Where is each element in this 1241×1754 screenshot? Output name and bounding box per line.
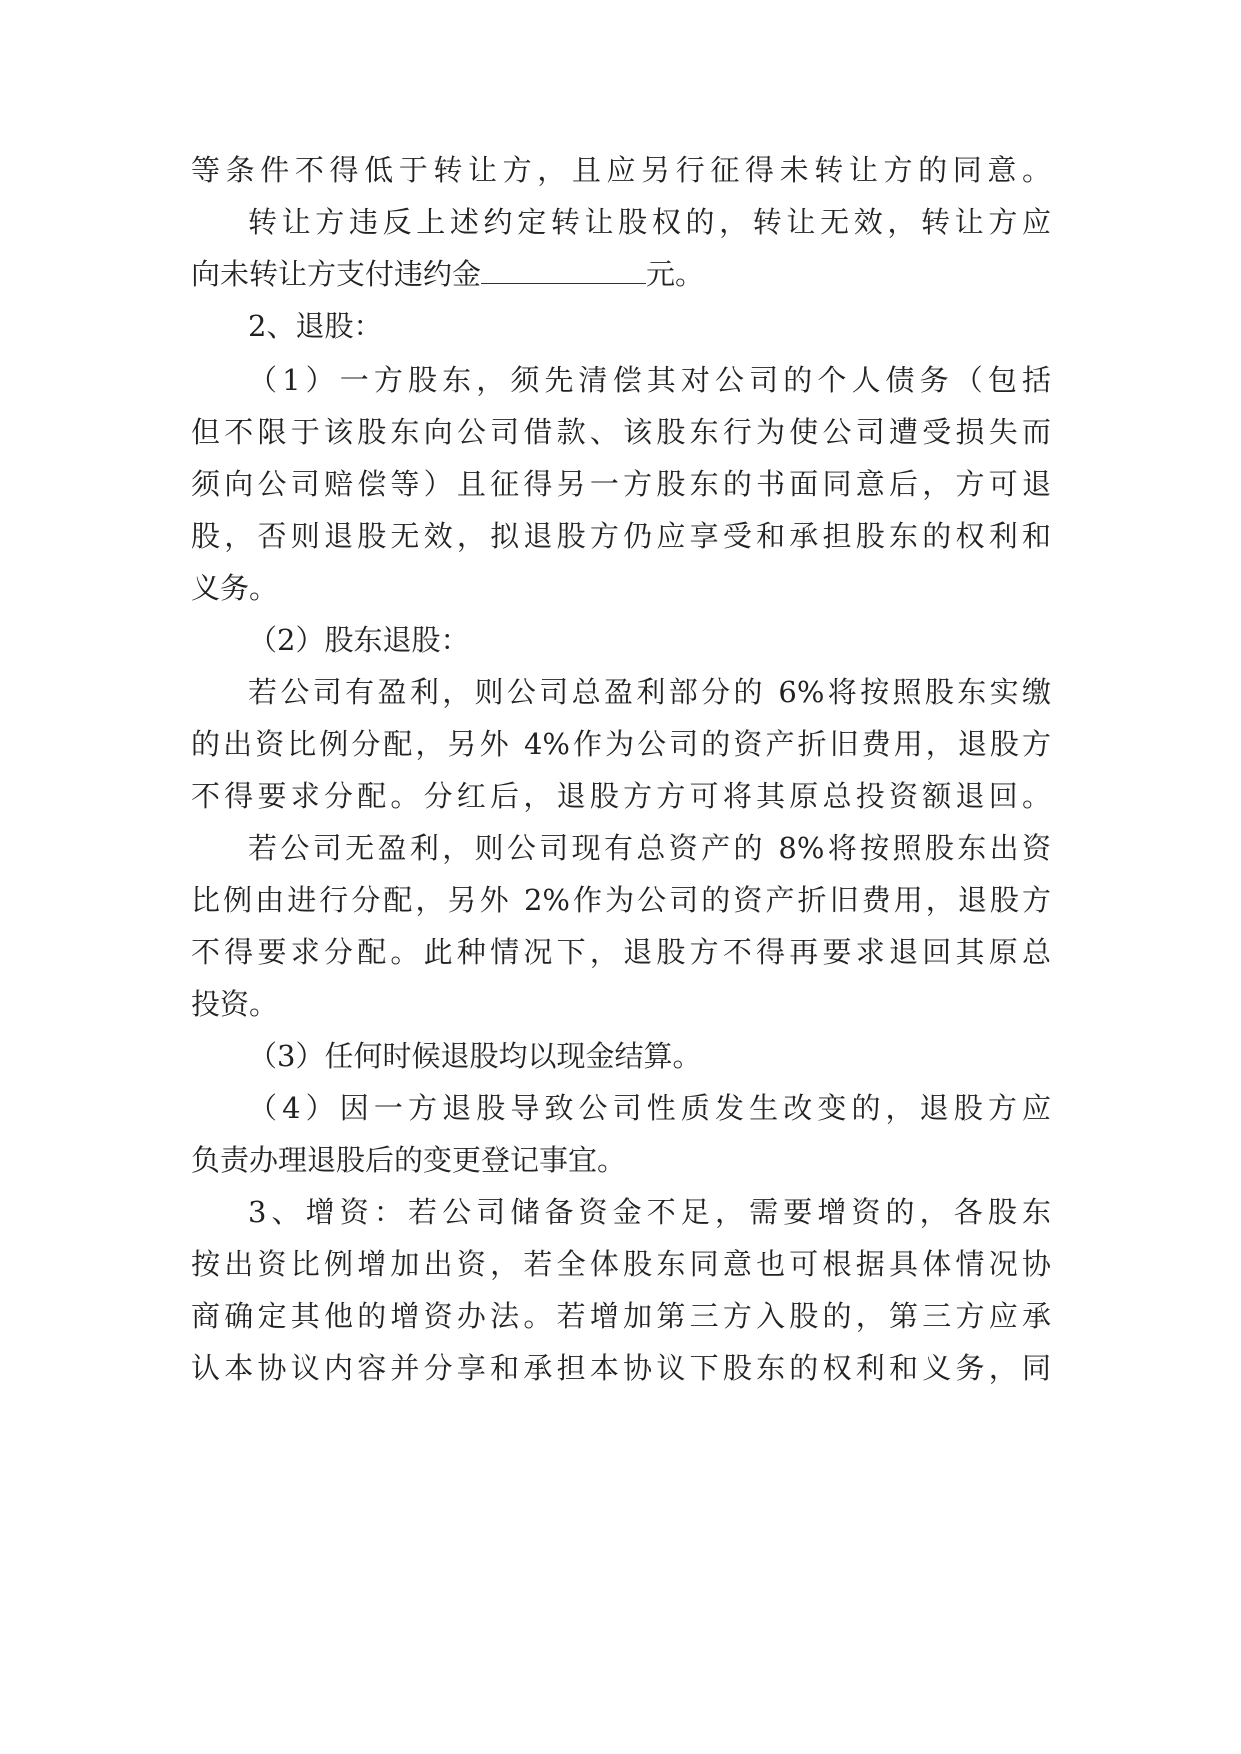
paragraph-line: （4）因一方退股导致公司性质发生改变的，退股方应	[248, 1091, 1051, 1125]
paragraph-line: 比例由进行分配，另外 2%作为公司的资产折旧费用，退股方	[191, 883, 1051, 917]
paragraph-line: 3、增资：若公司储备资金不足，需要增资的，各股东	[248, 1195, 1051, 1229]
paragraph-line: 负责办理退股后的变更登记事宜。	[191, 1143, 627, 1177]
paragraph-line: 股，否则退股无效，拟退股方仍应享受和承担股东的权利和	[191, 519, 1051, 553]
paragraph-line: 认本协议内容并分享和承担本协议下股东的权利和义务，同	[191, 1351, 1051, 1385]
paragraph-line: 投资。	[191, 987, 279, 1021]
paragraph-line: 不得要求分配。分红后，退股方方可将其原总投资额退回。	[191, 779, 1051, 813]
text-span: 元。	[646, 257, 705, 291]
paragraph-line: 若公司无盈利，则公司现有总资产的 8%将按照股东出资	[248, 831, 1051, 865]
fill-in-blank	[481, 257, 646, 284]
paragraph-line: （3）任何时候退股均以现金结算。	[248, 1039, 702, 1073]
paragraph-line	[191, 254, 704, 294]
paragraph-line: 商确定其他的增资办法。若增加第三方入股的，第三方应承	[191, 1299, 1051, 1333]
paragraph-line: 义务。	[191, 571, 279, 605]
paragraph-line: （1）一方股东，须先清偿其对公司的个人债务（包括	[248, 363, 1051, 397]
paragraph-line: 但不限于该股东向公司借款、该股东行为使公司遭受损失而	[191, 415, 1051, 449]
paragraph-line: 等条件不得低于转让方，且应另行征得未转让方的同意。	[191, 153, 1051, 187]
paragraph-line: 若公司有盈利，则公司总盈利部分的 6%将按照股东实缴	[248, 675, 1051, 709]
section-heading: 2、退股：	[248, 309, 383, 343]
paragraph-line: 须向公司赔偿等）且征得另一方股东的书面同意后，方可退	[191, 467, 1051, 501]
paragraph-line: 转让方违反上述约定转让股权的，转让无效，转让方应	[248, 205, 1051, 239]
text-span: 向未转让方支付违约金	[191, 257, 482, 291]
paragraph-line: 按出资比例增加出资，若全体股东同意也可根据具体情况协	[191, 1247, 1051, 1281]
section-heading: （2）股东退股：	[248, 623, 470, 657]
paragraph-line: 的出资比例分配，另外 4%作为公司的资产折旧费用，退股方	[191, 727, 1051, 761]
paragraph-line: 不得要求分配。此种情况下，退股方不得再要求退回其原总	[191, 935, 1051, 969]
